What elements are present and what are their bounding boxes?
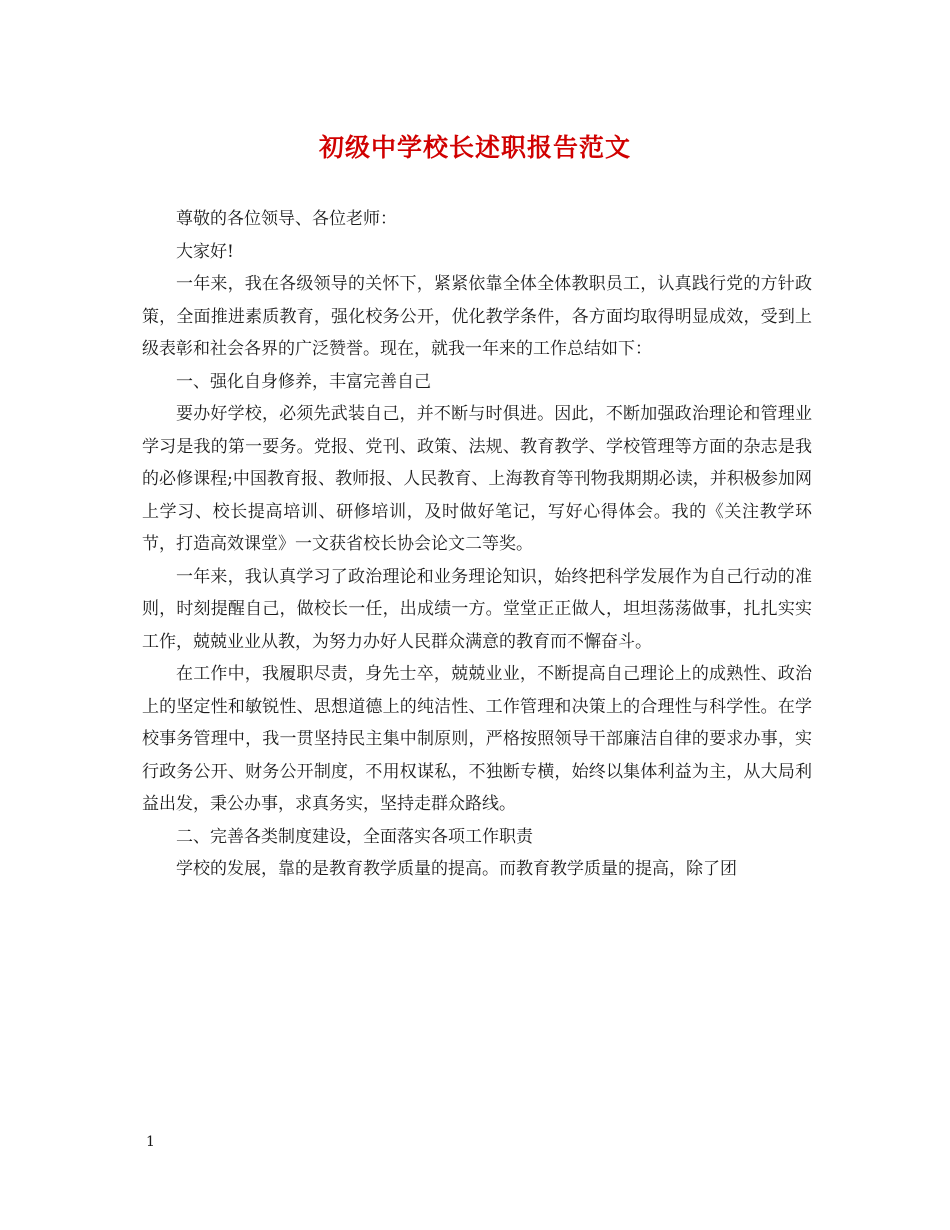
greeting: 大家好!: [176, 241, 234, 262]
document-title: 初级中学校长述职报告范文: [318, 133, 631, 162]
body-paragraph: 在工作中，我履职尽责，身先士卒，兢兢业业，不断提高自己理论上的成熟性、政治上的坚定性和敏锐性、思想道德上的纯洁性、工作管理和决策上的合理性与科学性。在学校事务管理中，我一贯坚持民主集中制原则，严格按照领导干部廉洁自律的要求办事，实行政务公开、财务公开制度，不用权谋私，不独断专横，始终以集体利益为主，从大局利益出发，秉公办事，求真务实，坚持走群众路线。: [142, 664, 812, 814]
section-heading-1: 一、强化自身修养，丰富完善自己: [176, 371, 431, 392]
body-paragraph: 要办好学校，必须先武装自己，并不断与时俱进。因此，不断加强政治理论和管理业学习是我的第一要务。党报、党刊、政策、法规、教育教学、学校管理等方面的杂志是我的必修课程;中国教育报、教师报、人民教育、上海教育等刊物我期期必读，并积极参加网上学习、校长提高培训、研修培训，及时做好笔记，写好心得体会。我的《关注教学环节，打造高效课堂》一文获省校长协会论文二等奖。: [142, 404, 812, 554]
page-number: 1: [146, 1134, 155, 1150]
document-body: [142, 203, 812, 886]
salutation: 尊敬的各位领导、各位老师：: [176, 209, 397, 229]
section-heading-2: 二、完善各类制度建设，全面落实各项工作职责: [176, 826, 533, 847]
body-paragraph: 学校的发展，靠的是教育教学质量的提高。而教育教学质量的提高，除了团: [176, 859, 737, 879]
body-paragraph: 一年来，我认真学习了政治理论和业务理论知识，始终把科学发展作为自己行动的准则，时刻提醒自己，做校长一任，出成绩一方。堂堂正正做人，坦坦荡荡做事，扎扎实实工作，兢兢业业从教，为努力办好人民群众满意的教育而不懈奋斗。: [142, 566, 812, 652]
intro-paragraph: 一年来，我在各级领导的关怀下，紧紧依靠全体全体教职员工，认真践行党的方针政策，全面推进素质教育，强化校务公开，优化教学条件，各方面均取得明显成效，受到上级表彰和社会各界的广泛赞誉。现在，就我一年来的工作总结如下：: [142, 274, 812, 359]
